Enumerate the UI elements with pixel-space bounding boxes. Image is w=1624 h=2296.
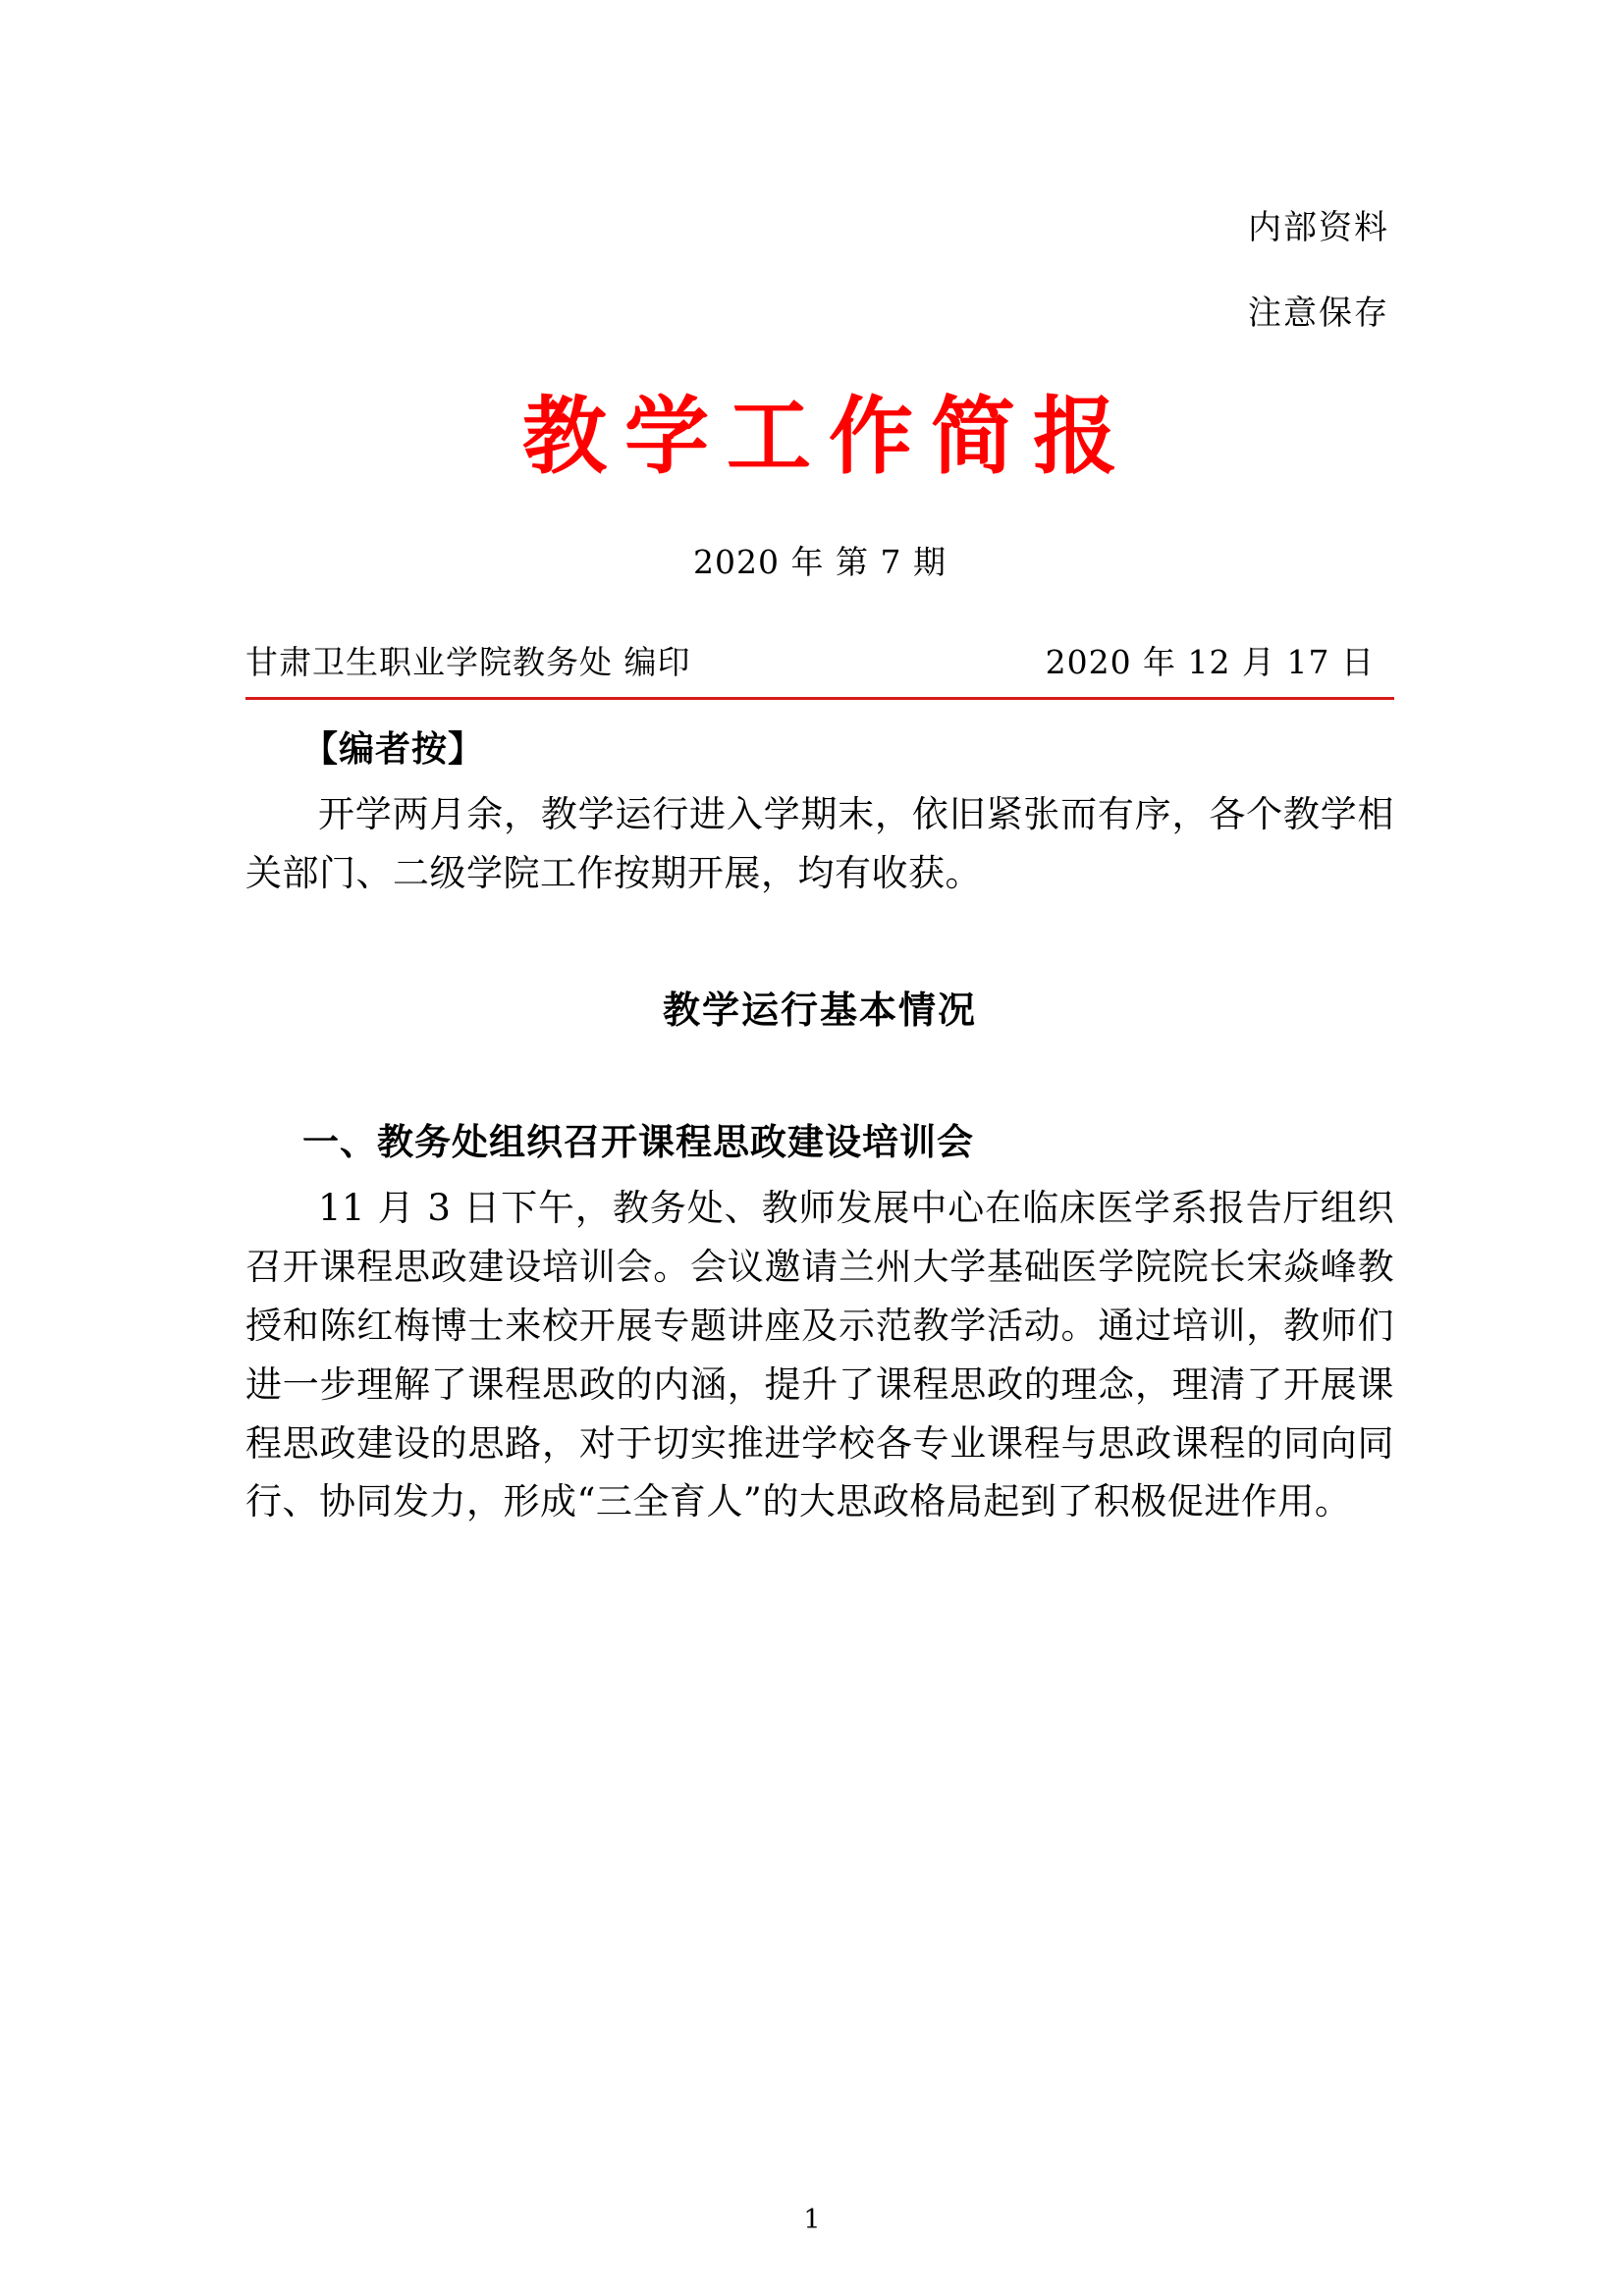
header-note-keep-safe: 注意保存 — [1248, 294, 1389, 333]
section-title: 教学运行基本情况 — [662, 988, 977, 1032]
editor-note-body: 开学两月余，教学运行进入学期末，依旧紧张而有序，各个教学相关部门、二级学院工作按期开展，均有收获。 — [245, 792, 1394, 894]
imprint-publisher: 甘肃卫生职业学院教务处 编印 — [245, 642, 691, 681]
subsection-body: 11 月 3 日下午，教务处、教师发展中心在临床医学系报告厅组织召开课程思政建设培训会。会议邀请兰州大学基础医学院院长宋焱峰教授和陈红梅博士来校开展专题讲座及示范教学活动。通过培训，教师们进一步理解了课程思政的内涵，提升了课程思政的理念，理清了开展课程思政建设的思路，对于切实推进学校各专业课程与思政课程的同向同行、协同发力，形成“三全育人”的大思政格局起到了积极促进作用。 — [245, 1186, 1394, 1523]
imprint-date: 2020 年 12 月 17 日 — [1045, 642, 1375, 681]
header-note-internal-material: 内部资料 — [1248, 208, 1389, 247]
issue-line: 2020 年 第 7 期 — [693, 542, 947, 581]
page-number: 1 — [803, 2205, 821, 2235]
document-content — [245, 0, 1394, 1531]
editor-note-heading: 【编者按】 — [302, 727, 485, 770]
subsection-title: 一、教务处组织召开课程思政建设培训会 — [302, 1120, 974, 1163]
red-divider-rule — [245, 697, 1394, 700]
masthead-title: 教学工作简报 — [522, 387, 1135, 486]
imprint-row — [245, 637, 1394, 697]
